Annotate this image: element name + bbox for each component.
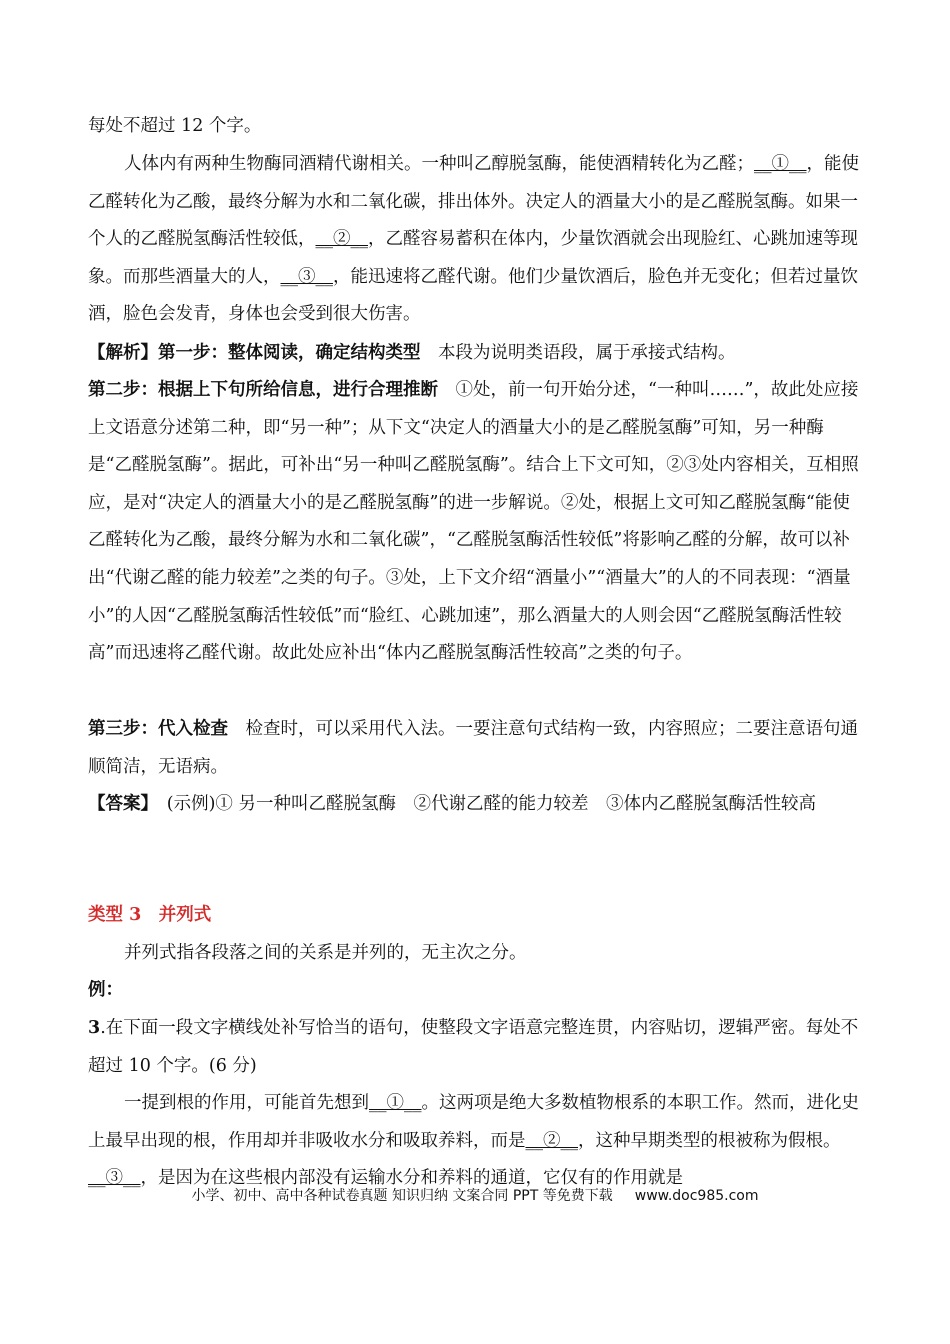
analysis-step2-heading: 第二步：根据上下句所给信息，进行合理推断 bbox=[88, 380, 438, 400]
analysis-step3-heading: 第三步：代入检查 bbox=[88, 719, 228, 739]
passage-alcohol bbox=[88, 146, 866, 334]
section-title-type3: 类型 3 并列式 bbox=[88, 905, 212, 925]
analysis-step1-text: 本段为说明类语段，属于承接式结构。 bbox=[420, 343, 736, 363]
passage-text: ，能迅速将乙醛代谢。他们少量饮酒后，脸色并无变化；但若过量饮酒，脸色会发青，身体也会受到很大伤害。 bbox=[88, 266, 858, 325]
question-number: 3 bbox=[88, 1018, 101, 1038]
blank-1: __①__ bbox=[369, 1093, 422, 1113]
analysis-step3-text: 检查时，可以采用代入法。一要注意句式结构一致，内容照应；二要注意语句通顺简洁，无语病。 bbox=[88, 719, 858, 777]
blank-3: __③__ bbox=[88, 1168, 141, 1189]
passage-text: ，乙醛容易蓄积在体内，少量饮酒就会出现脸红、心跳加速等现象。而那些酒量大的人， bbox=[88, 229, 858, 287]
passage-text: 一提到根的作用，可能首先想到 bbox=[124, 1093, 369, 1113]
blank-1: __①__ bbox=[754, 154, 807, 174]
passage-text: ，这种早期类型的根被称为假根。 bbox=[578, 1130, 841, 1151]
footer-text: 小学、初中、高中各种试卷真题 知识归纳 文案合同 PPT 等免费下载 bbox=[191, 1188, 613, 1204]
type3-description: 并列式指各段落之间的关系是并列的，无主次之分。 bbox=[124, 943, 527, 963]
analysis-step2-text: ①处，前一句开始分述，“一种叫……”，故此处应接上文语意分述第二种，即“另一种”；从下文“决定人的酒量大小的是乙醛脱氢酶”可知，另一种酶是“乙醛脱氢酶”。据此，可补出“另一种叫乙醛脱氢酶”。结合上下文可知，②③处内容相关，互相照应，是对“决定人的酒量大小的是乙醛脱氢酶”的进一步解说。②处，根据上文可知乙醛脱氢酶“能使乙醛转化为乙酸，最终分解为水和二氧化碳”，“乙醛脱氢酶活性较低”将影响乙醛的分解，故可以补出“代谢乙醛的能力较差”之类的句子。③处，上下文介绍“酒量小”“酒量大”的人的不同表现：“酒量小”的人因“乙醛脱氢酶活性较低”而“脸红、心跳加速”，那么酒量大的人则会因“乙醛脱氢酶活性较高”而迅速将乙醛代谢。故此处应补出“体内乙醛脱氢酶活性较高”之类的句子。 bbox=[88, 380, 859, 664]
passage-text: ，能使乙醛转化为乙酸，最终分解为水和二氧化碳，排出体外。决定人的酒量大小的是乙醛脱氢酶。如果一个人的乙醛脱氢酶活性较低， bbox=[88, 154, 859, 250]
footer-site-link[interactable]: www.doc985.com bbox=[634, 1188, 759, 1204]
analysis-step1 bbox=[88, 335, 866, 373]
instruction-tail: 每处不超过 12 个字。 bbox=[88, 116, 262, 136]
blank-2: __②__ bbox=[315, 229, 368, 250]
page-footer bbox=[0, 1186, 950, 1206]
example-label: 例： bbox=[88, 980, 123, 1000]
passage-text: ，是因为在这些根内部没有运输水分和养料的通道，它仅有的作用就是 bbox=[140, 1168, 683, 1189]
answer bbox=[88, 786, 866, 824]
answer-text: (示例)① 另一种叫乙醛脱氢酶 ②代谢乙醛的能力较差 ③体内乙醛脱氢酶活性较高 bbox=[149, 794, 816, 814]
analysis-heading: 【解析】第一步：整体阅读，确定结构类型 bbox=[88, 343, 421, 363]
question-3 bbox=[88, 1010, 866, 1085]
analysis-step3 bbox=[88, 711, 866, 786]
analysis-step2 bbox=[88, 372, 866, 673]
blank-3: __③__ bbox=[280, 266, 333, 287]
blank-2: __②__ bbox=[525, 1130, 578, 1151]
answer-heading: 【答案】 bbox=[88, 794, 150, 814]
passage-roots bbox=[88, 1085, 866, 1198]
passage-text: 。这两项是绝大多数植物根系的本职工作。然而，进化史上最早出现的根，作用却并非吸收水分和吸取养料，而是 bbox=[88, 1093, 859, 1151]
passage-text: 人体内有两种生物酶同酒精代谢相关。一种叫乙醇脱氢酶，能使酒精转化为乙醛； bbox=[124, 154, 754, 174]
question-text: .在下面一段文字横线处补写恰当的语句，使整段文字语意完整连贯，内容贴切，逻辑严密。每处不超过 10 个字。(6 分) bbox=[88, 1018, 859, 1076]
